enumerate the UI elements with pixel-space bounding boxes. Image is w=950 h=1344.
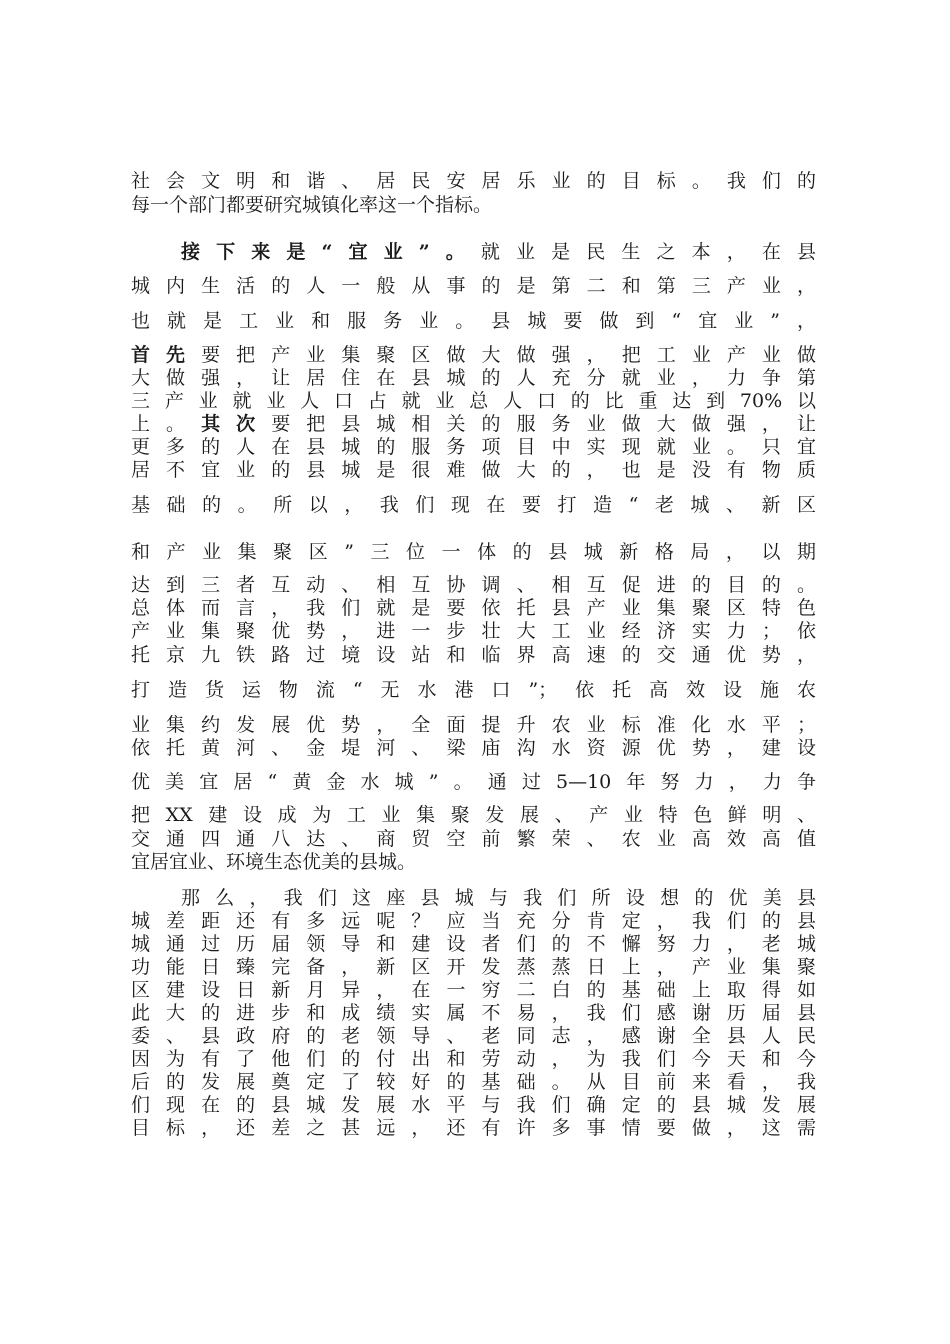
- text-line: 业集约发展优势，全面提升农业标准化水平；: [131, 714, 816, 736]
- text-line: 总体而言，我们就是要依托县产业集聚区特色: [131, 597, 816, 619]
- text-line: 也就是工业和服务业。县城要做到“宜业”，: [131, 310, 816, 332]
- text-line: 区建设日新月异，在一穷二白的基础上取得如: [131, 979, 816, 1001]
- text-line: 委、县政府的老领导、老同志，感谢全县人民: [131, 1025, 816, 1047]
- text-line: 托京九铁路过境设站和临界高速的交通优势，: [131, 644, 816, 666]
- text-span: 上。: [131, 413, 202, 435]
- text-line: 更多的人在县城的服务项目中实现就业。只宜: [131, 436, 816, 458]
- text-line: 城通过历届领导和建设者们的不懈努力，老城: [131, 933, 816, 955]
- text-line: 此大的进步和成绩实属不易，我们感谢历届县: [131, 1002, 816, 1024]
- paragraph-first-line: 那么，我们这座县城与我们所设想的优美县: [181, 887, 816, 909]
- text-line: 目标，还差之甚远，还有许多事情要做，这需: [131, 1117, 816, 1139]
- text-span: 要把县城相关的服务业做大做强，让: [271, 413, 816, 435]
- text-line: 和产业集聚区”三位一体的县城新格局，以期: [131, 541, 816, 563]
- text-line: 三产业就业人口占就业总人口的比重达到70%以: [131, 390, 816, 412]
- text-line: 后的发展奠定了较好的基础。从目前来看，我: [131, 1071, 816, 1093]
- text-line: 把XX建设成为工业集聚发展、产业特色鲜明、: [131, 804, 816, 826]
- text-line: 优美宜居“黄金水城”。通过5—10年努力，力争: [131, 771, 816, 793]
- bold-first: 首先: [131, 344, 202, 366]
- text-line: 交通四通八达、商贸空前繁荣、农业高效高值: [131, 828, 816, 850]
- text-line: 宜居宜业、环境生态优美的县城。: [131, 851, 417, 873]
- text-line: 居不宜业的县城是很难做大的，也是没有物质: [131, 459, 816, 481]
- bold-second: 其次: [201, 413, 272, 435]
- text-span: 要把产业集聚区做大做强，把工业产业做: [201, 344, 816, 366]
- text-line: 城差距还有多远呢？应当充分肯定，我们的县: [131, 910, 816, 932]
- paragraph-heading-line: [181, 239, 816, 265]
- text-line: 基础的。所以，我们现在要打造“老城、新区: [131, 494, 816, 516]
- text-span: 就业是民生之本，在县: [480, 241, 816, 263]
- text-line: 依托黄河、金堤河、梁庙沟水资源优势，建设: [131, 737, 816, 759]
- text-line: 产业集聚优势，进一步壮大工业经济实力；依: [131, 620, 816, 642]
- text-line: 每一个部门都要研究城镇化率这一个指标。: [131, 194, 493, 216]
- text-line: 大做强，让居住在县城的人充分就业，力争第: [131, 367, 816, 389]
- text-line: 社会文明和谐、居民安居乐业的目标。我们的: [131, 170, 816, 192]
- text-line: 打造货运物流“无水港口”；依托高效设施农: [131, 679, 816, 701]
- text-line: 城内生活的人一般从事的是第二和第三产业，: [131, 275, 816, 297]
- text-line: 因为有了他们的付出和劳动，为我们今天和今: [131, 1048, 816, 1070]
- text-line: 达到三者互动、相互协调、相互促进的目的。: [131, 574, 816, 596]
- text-line: 们现在的县城发展水平与我们确定的县城发展: [131, 1094, 816, 1116]
- text-line: 功能日臻完备，新区开发蒸蒸日上，产业集聚: [131, 956, 816, 978]
- bold-heading: 接下来是“宜业”。: [181, 241, 481, 263]
